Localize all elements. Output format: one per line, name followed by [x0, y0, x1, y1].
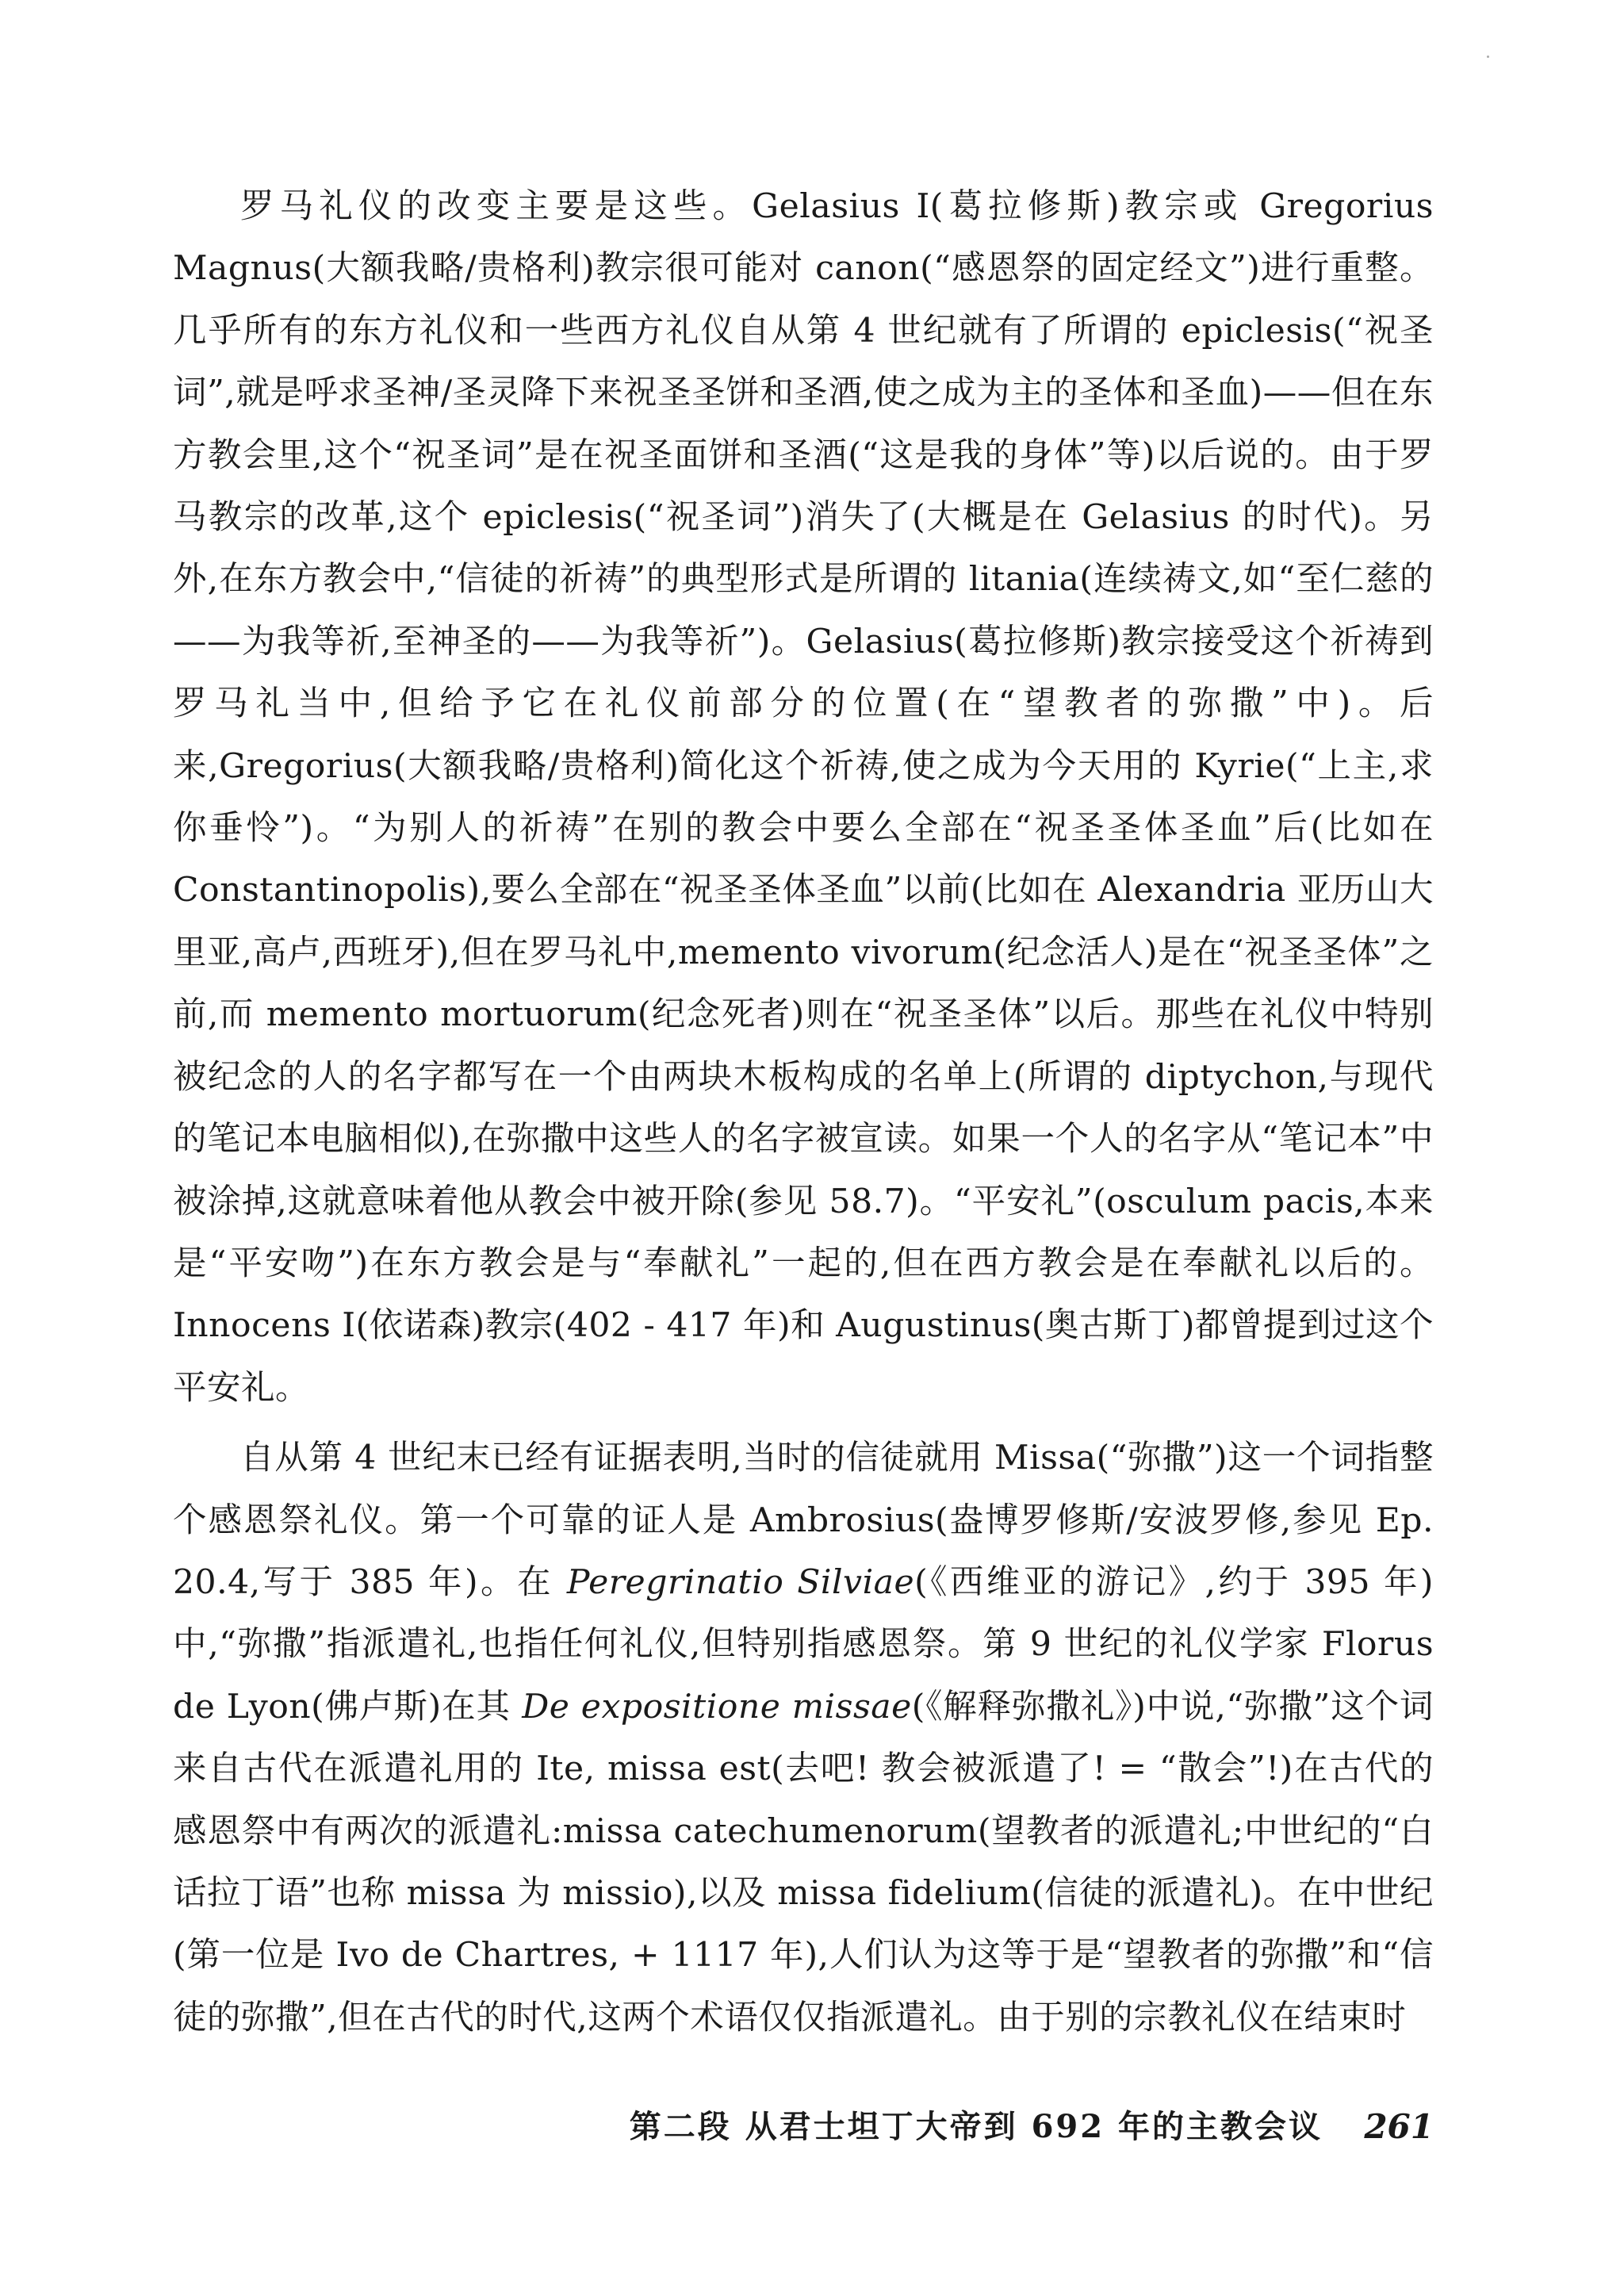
paragraph-text: 罗马礼仪的改变主要是这些。Gelasius I(葛拉修斯)教宗或 Gregorius Magnus(大额我略/贵格利)教宗很可能对 canon(“感恩祭的固定经文”)进行重整。几乎所有的东方礼仪和一些西方礼仪自从第 4 世纪就有了所谓的 epiclesis(“祝圣词”,就是呼求圣神/圣灵降下来祝圣圣饼和圣酒,使之成为主的圣体和圣血)——但在东方教会里,这个“祝圣词”是在祝圣面饼和圣酒(“这是我的身体”等)以后说的。由于罗马教宗的改革,这个 epiclesis(“祝圣词”)消失了(大概是在 Gelasius 的时代)。另外,在东方教会中,“信徒的祈祷”的典型形式是所谓的 litania(连续祷文,如“至仁慈的——为我等祈,至神圣的——为我等祈”)。Gelasius(葛拉修斯)教宗接受这个祈祷到罗马礼当中,但给予它在礼仪前部分的位置(在“望教者的弥撒”中)。后来,Gregorius(大额我略/贵格利)简化这个祈祷,使之成为今天用的 Kyrie(“上主,求你垂怜”)。“为别人的祈祷”在别的教会中要么全部在“祝圣圣体圣血”后(比如在 Constantinopolis),要么全部在“祝圣圣体圣血”以前(比如在 Alexandria 亚历山大里亚,高卢,西班牙),但在罗马礼中,memento vivorum(纪念活人)是在“祝圣圣体”之前,而 memento mortuorum(纪念死者)则在“祝圣圣体”以后。那些在礼仪中特别被纪念的人的名字都写在一个由两块木板构成的名单上(所谓的 diptychon,与现代的笔记本电脑相似),在弥撒中这些人的名字被宣读。如果一个人的名字从“笔记本”中被涂掉,这就意味着他从教会中被开除(参见 58.7)。“平安礼”(osculum pacis,本来是“平安吻”)在东方教会是与“奉献礼”一起的,但在西方教会是在奉献礼以后的。Innocens I(依诺森)教宗(402 - 417 年)和 Augustinus(奥古斯丁)都曾提到过这个平安礼。: [173, 187, 1434, 1408]
scan-speck: [1487, 56, 1489, 58]
main-text: [173, 176, 1434, 2049]
running-head: 第二段 从君士坦丁大帝到 692 年的主教会议: [629, 2108, 1323, 2145]
book-title-italic: De expositione missae: [522, 1687, 912, 1726]
paragraph-1: [173, 176, 1434, 1420]
page-footer: [173, 2103, 1434, 2151]
paragraph-2: [173, 1428, 1434, 2049]
book-title-italic: Peregrinatio Silviae: [566, 1562, 915, 1602]
paragraph-text: 自从第 4 世纪末已经有证据表明,当时的信徒就用 Missa(“弥撒”)这一个词指整个感恩祭礼仪。第一个可靠的证人是 Ambrosius(盎博罗修斯/安波罗修,参见 Ep. 20.4,写于 385 年)。在: [173, 1439, 1434, 1602]
page-number: 261: [1364, 2107, 1434, 2146]
paragraph-text: (《西维亚的游记》,约于 395 年)中,“弥撒”指派遣礼,也指任何礼仪,但特别指感恩祭。第 9 世纪的礼仪学家 Florus de Lyon(佛卢斯)在其: [173, 1562, 1434, 1726]
paragraph-text: (《解释弥撒礼》)中说,“弥撒”这个词来自古代在派遣礼用的 Ite, missa est(去吧! 教会被派遣了! = “散会”!)在古代的感恩祭中有两次的派遣礼:missa catechumenorum(望教者的派遣礼;中世纪的“白话拉丁语”也称 missa 为 missio),以及 missa fidelium(信徒的派遣礼)。在中世纪(第一位是 Ivo de Chartres, + 1117 年),人们认为这等于是“望教者的弥撒”和“信徒的弥撒”,但在古代的时代,这两个术语仅仅指派遣礼。由于别的宗教礼仪在结束时: [173, 1687, 1434, 2037]
